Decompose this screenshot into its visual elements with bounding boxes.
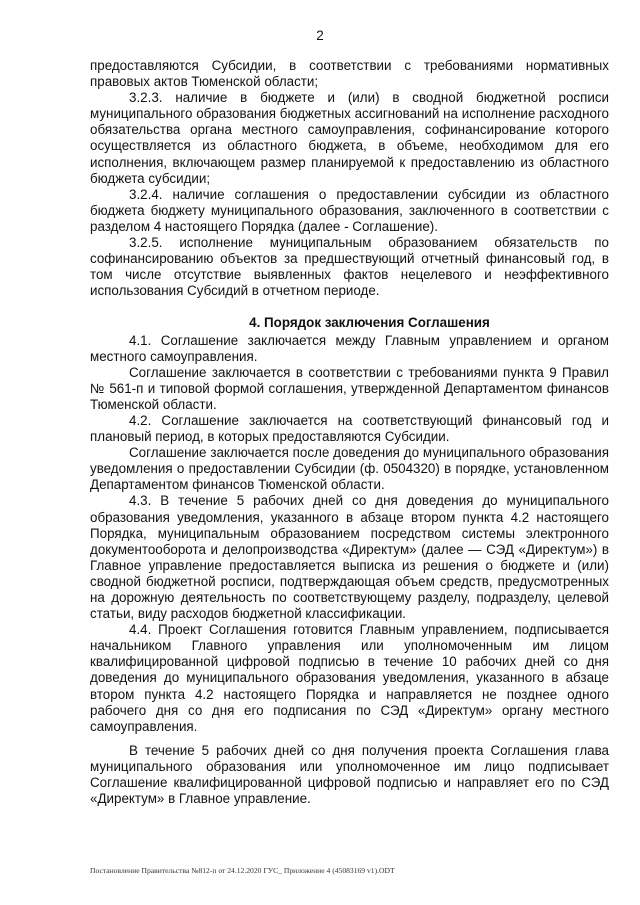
paragraph: Соглашение заключается после доведения до муниципального образования уведомления о предоставлении Субсидии (ф. 0504320) в порядке, установленном Департаментом финансов Тюменской области. [90, 445, 609, 493]
paragraph: В течение 5 рабочих дней со дня получения проекта Соглашения глава муниципального образования или уполномоченное им лицо подписывает Соглашение квалифицированной цифровой подписью и направляет его по СЭД «Директум» в Главное управление. [90, 742, 609, 807]
paragraph: предоставляются Субсидии, в соответствии с требованиями нормативных правовых актов Тюменской области; [90, 58, 609, 90]
paragraph: 4.1. Соглашение заключается между Главным управлением и органом местного самоуправления. [90, 332, 609, 364]
document-body [90, 58, 609, 807]
paragraph: 4.4. Проект Соглашения готовится Главным управлением, подписывается начальником Главного управления или уполномоченным им лицом квалифицированной цифровой подписью в течение 10 рабочих дней со дня доведения до муниципального образования уведомления, указанного в абзаце втором пункта 4.2 настоящего Порядка и направляется не позднее одного рабочего дня со дня его подписания по СЭД «Директум» органу местного самоуправления. [90, 622, 609, 734]
paragraph: 3.2.3. наличие в бюджете и (или) в сводной бюджетной росписи муниципального образования бюджетных ассигнований на исполнение расходного обязательства органа местного самоуправления, софинансирование которого осуществляется из областного бюджета, в объеме, необходимом для его исполнения, включающем размер планируемой к предоставлению из областного бюджета субсидии; [90, 90, 609, 186]
paragraph: Соглашение заключается в соответствии с требованиями пункта 9 Правил № 561-п и типовой формой соглашения, утвержденной Департаментом финансов Тюменской области. [90, 364, 609, 412]
document-footer: Постановление Правительства №812-п от 24.12.2020 ГУС_ Приложение 4 (45083169 v1).ODT [90, 866, 395, 875]
paragraph: 4.3. В течение 5 рабочих дней со дня доведения до муниципального образования уведомления, указанного в абзаце втором пункта 4.2 настоящего Порядка, муниципальным образованием посредством системы электронного документооборота и делопроизводства «Директум» (далее — СЭД «Директум») в Главное управление предоставляется выписка из решения о бюджете и (или) сводной бюджетной росписи, подтверждающая объем средств, предусмотренных на дорожную деятельность по соответствующему разделу, подразделу, целевой статьи, виду расходов бюджетной классификации. [90, 493, 609, 622]
page-number: 2 [316, 28, 324, 43]
paragraph: 3.2.5. исполнение муниципальным образованием обязательств по софинансированию объектов за предшествующий отчетный финансовый год, в том числе отсутствие выявленных фактов нецелевого и неэффективного использования Субсидий в отчетном периоде. [90, 235, 609, 299]
section-heading: 4. Порядок заключения Соглашения [249, 315, 490, 331]
paragraph: 3.2.4. наличие соглашения о предоставлении субсидии из областного бюджета бюджету муниципального образования, заключенного в соответствии с разделом 4 настоящего Порядка (далее - Соглашение). [90, 186, 609, 234]
paragraph: 4.2. Соглашение заключается на соответствующий финансовый год и плановый период, в которых предоставляются Субсидии. [90, 412, 609, 445]
